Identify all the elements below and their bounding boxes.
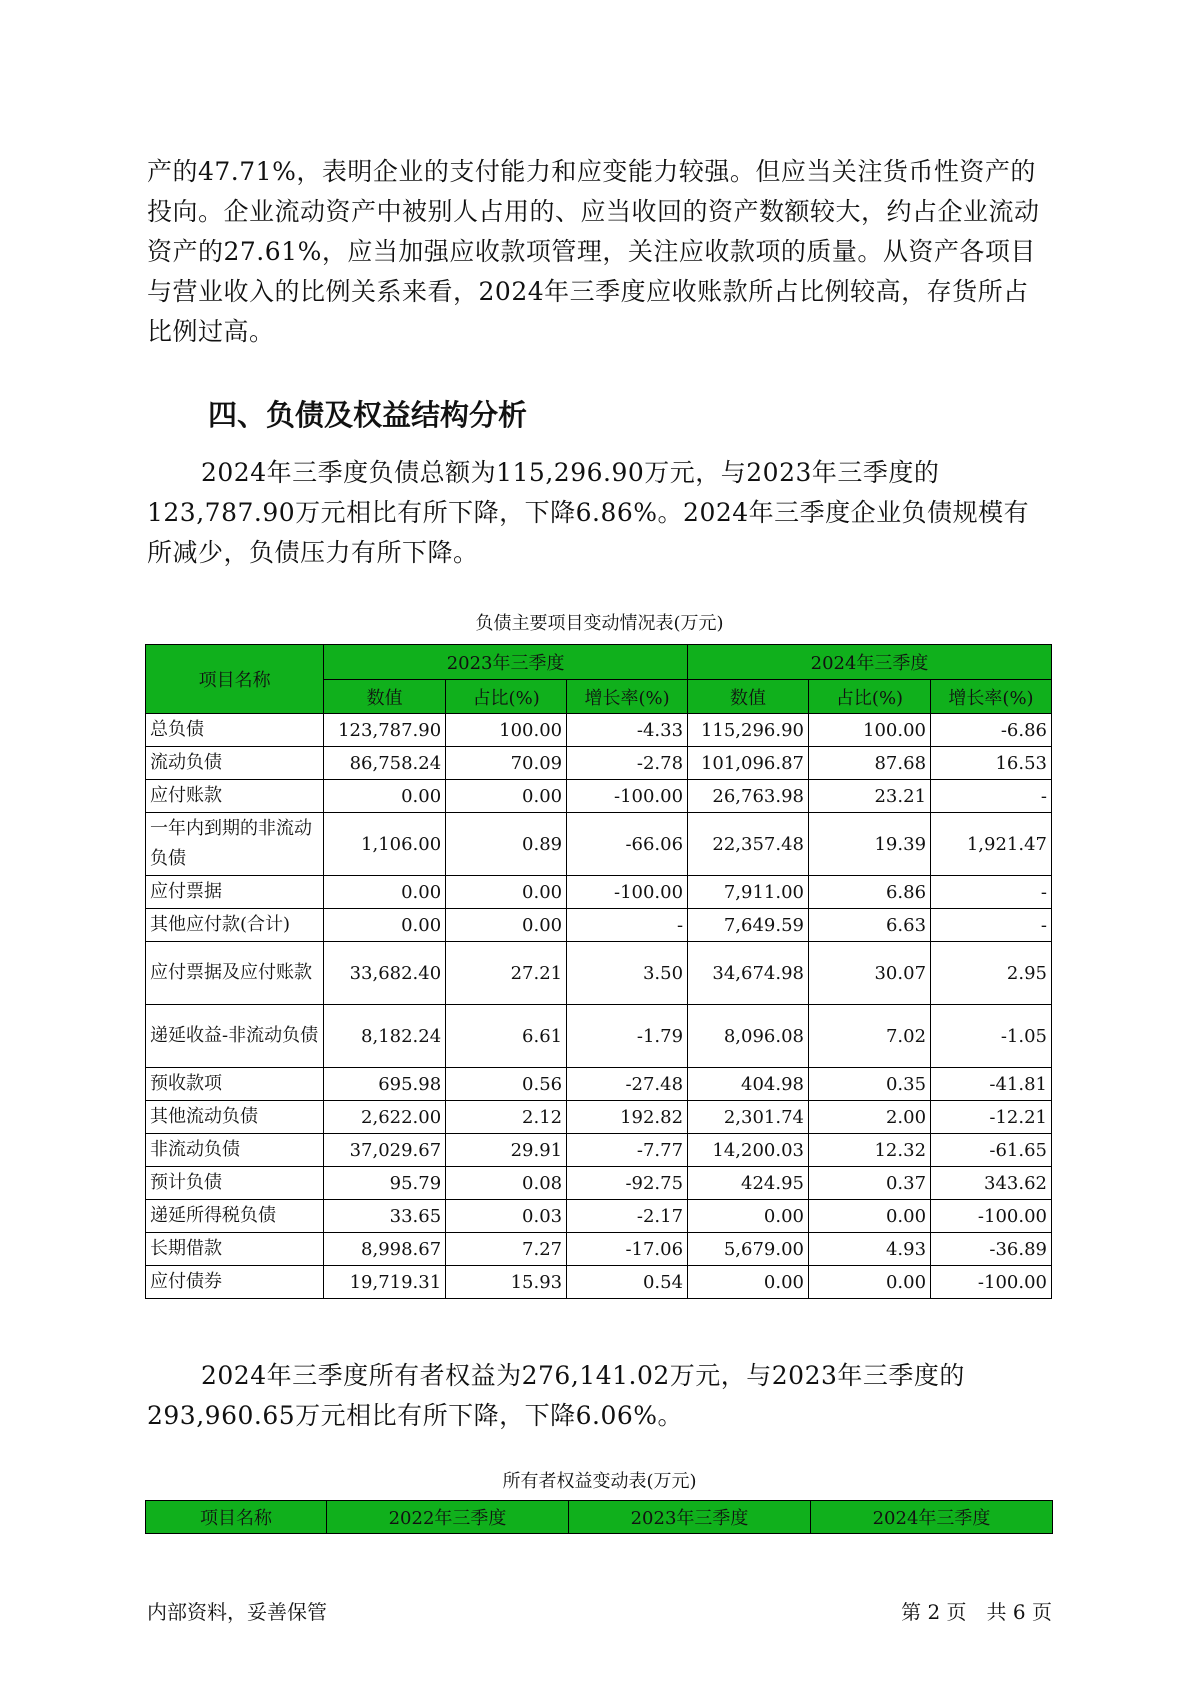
cell-value-2023: 8,182.24 [324,1005,446,1068]
cell-growth-2023: -1.79 [567,1005,688,1068]
cell-growth-2024: - [931,780,1052,813]
cell-growth-2023: - [567,909,688,942]
cell-share-2023: 0.00 [446,909,567,942]
cell-share-2023: 29.91 [446,1134,567,1167]
cell-share-2023: 0.00 [446,876,567,909]
table-row [146,1101,1052,1134]
cell-growth-2023: -27.48 [567,1068,688,1101]
equity-table [145,1500,1053,1534]
cell-share-2024: 12.32 [809,1134,931,1167]
footer-confidential-note: 内部资料，妥善保管 [147,1600,327,1624]
cell-value-2024: 424.95 [688,1167,809,1200]
row-item-name: 其他流动负债 [146,1101,324,1134]
cell-value-2023: 695.98 [324,1068,446,1101]
cell-value-2024: 8,096.08 [688,1005,809,1068]
cell-share-2023: 100.00 [446,714,567,747]
cell-share-2023: 0.00 [446,780,567,813]
cell-share-2024: 100.00 [809,714,931,747]
header-share-2024: 占比(%) [809,680,931,714]
header-growth-2023: 增长率(%) [567,680,688,714]
cell-growth-2024: 1,921.47 [931,813,1052,876]
table-row [146,909,1052,942]
cell-value-2023: 19,719.31 [324,1266,446,1299]
cell-growth-2024: -12.21 [931,1101,1052,1134]
cell-growth-2024: 343.62 [931,1167,1052,1200]
cell-value-2024: 404.98 [688,1068,809,1101]
liabilities-table [145,644,1052,1299]
cell-growth-2024: - [931,909,1052,942]
table-row [146,1233,1052,1266]
cell-share-2024: 0.35 [809,1068,931,1101]
cell-share-2024: 19.39 [809,813,931,876]
cell-value-2023: 33.65 [324,1200,446,1233]
cell-value-2024: 34,674.98 [688,942,809,1005]
header-period-2023: 2023年三季度 [324,645,688,680]
cell-value-2024: 5,679.00 [688,1233,809,1266]
cell-value-2024: 0.00 [688,1266,809,1299]
cell-share-2024: 23.21 [809,780,931,813]
cell-growth-2023: 3.50 [567,942,688,1005]
cell-value-2023: 0.00 [324,876,446,909]
cell-growth-2024: -1.05 [931,1005,1052,1068]
table-row [146,813,1052,876]
table-row [146,1068,1052,1101]
row-item-name: 预收款项 [146,1068,324,1101]
cell-share-2024: 87.68 [809,747,931,780]
cell-growth-2023: -100.00 [567,780,688,813]
cell-share-2024: 30.07 [809,942,931,1005]
cell-share-2024: 0.37 [809,1167,931,1200]
cell-value-2024: 115,296.90 [688,714,809,747]
row-item-name: 递延所得税负债 [146,1200,324,1233]
cell-growth-2023: -66.06 [567,813,688,876]
header-item-name: 项目名称 [146,1501,327,1534]
row-item-name: 其他应付款(合计) [146,909,324,942]
cell-growth-2023: -2.17 [567,1200,688,1233]
row-item-name: 应付债券 [146,1266,324,1299]
cell-growth-2024: -100.00 [931,1200,1052,1233]
header-value-2024: 数值 [688,680,809,714]
row-item-name: 长期借款 [146,1233,324,1266]
cell-growth-2023: -100.00 [567,876,688,909]
table-row [146,1167,1052,1200]
header-period-2024: 2024年三季度 [688,645,1052,680]
cell-value-2023: 86,758.24 [324,747,446,780]
cell-share-2024: 4.93 [809,1233,931,1266]
cell-share-2023: 7.27 [446,1233,567,1266]
table-row [146,780,1052,813]
header-value-2023: 数值 [324,680,446,714]
cell-share-2024: 2.00 [809,1101,931,1134]
cell-value-2023: 33,682.40 [324,942,446,1005]
row-item-name: 流动负债 [146,747,324,780]
row-item-name: 应付票据及应付账款 [146,942,324,1005]
cell-share-2023: 70.09 [446,747,567,780]
header-period-2024: 2024年三季度 [811,1501,1053,1534]
paragraph-liability-summary: 2024年三季度负债总额为115,296.90万元，与2023年三季度的123,787.90万元相比有所下降，下降6.86%。2024年三季度企业负债规模有所减少，负债压力有所下降。 [147,458,1030,567]
table-row [146,876,1052,909]
cell-share-2023: 0.89 [446,813,567,876]
header-period-2022: 2022年三季度 [327,1501,569,1534]
cell-growth-2023: -2.78 [567,747,688,780]
cell-value-2024: 2,301.74 [688,1101,809,1134]
cell-growth-2023: 0.54 [567,1266,688,1299]
row-item-name: 非流动负债 [146,1134,324,1167]
cell-growth-2024: -6.86 [931,714,1052,747]
paragraph-asset-analysis: 产的47.71%，表明企业的支付能力和应变能力较强。但应当关注货币性资产的投向。企业流动资产中被别人占用的、应当收回的资产数额较大，约占企业流动资产的27.61%，应当加强应收款项管理，关注应收款项的质量。从资产各项目与营业收入的比例关系来看，2024年三季度应收账款所占比例较高，存货所占比例过高。 [147,157,1040,346]
cell-growth-2024: -61.65 [931,1134,1052,1167]
cell-growth-2024: 16.53 [931,747,1052,780]
cell-value-2023: 0.00 [324,909,446,942]
cell-share-2024: 0.00 [809,1266,931,1299]
table-row [146,1266,1052,1299]
table-row [146,714,1052,747]
row-item-name: 总负债 [146,714,324,747]
table-row [146,1134,1052,1167]
cell-share-2023: 2.12 [446,1101,567,1134]
cell-value-2023: 8,998.67 [324,1233,446,1266]
row-item-name: 递延收益-非流动负债 [146,1005,324,1068]
cell-value-2023: 123,787.90 [324,714,446,747]
cell-value-2024: 14,200.03 [688,1134,809,1167]
cell-share-2023: 0.56 [446,1068,567,1101]
cell-value-2024: 26,763.98 [688,780,809,813]
cell-growth-2024: -36.89 [931,1233,1052,1266]
table-caption-liabilities: 负债主要项目变动情况表(万元) [475,613,724,634]
header-growth-2024: 增长率(%) [931,680,1052,714]
row-item-name: 应付票据 [146,876,324,909]
cell-growth-2023: -17.06 [567,1233,688,1266]
header-period-2023: 2023年三季度 [569,1501,811,1534]
section-heading: 四、负债及权益结构分析 [208,398,528,432]
cell-share-2024: 7.02 [809,1005,931,1068]
row-item-name: 应付账款 [146,780,324,813]
table-row [146,1200,1052,1233]
cell-growth-2023: 192.82 [567,1101,688,1134]
header-share-2023: 占比(%) [446,680,567,714]
row-item-name: 预计负债 [146,1167,324,1200]
paragraph-equity-summary: 2024年三季度所有者权益为276,141.02万元，与2023年三季度的293,960.65万元相比有所下降，下降6.06%。 [147,1361,965,1430]
table-row [146,1005,1052,1068]
cell-value-2024: 7,649.59 [688,909,809,942]
cell-share-2023: 6.61 [446,1005,567,1068]
cell-value-2023: 0.00 [324,780,446,813]
cell-value-2023: 95.79 [324,1167,446,1200]
cell-value-2024: 101,096.87 [688,747,809,780]
cell-growth-2024: -100.00 [931,1266,1052,1299]
cell-share-2023: 27.21 [446,942,567,1005]
table-caption-equity: 所有者权益变动表(万元) [502,1471,697,1492]
cell-share-2023: 0.08 [446,1167,567,1200]
table-row [146,747,1052,780]
cell-growth-2023: -92.75 [567,1167,688,1200]
cell-growth-2023: -7.77 [567,1134,688,1167]
cell-share-2024: 0.00 [809,1200,931,1233]
cell-share-2023: 0.03 [446,1200,567,1233]
cell-value-2023: 37,029.67 [324,1134,446,1167]
cell-value-2023: 1,106.00 [324,813,446,876]
cell-share-2024: 6.86 [809,876,931,909]
cell-share-2024: 6.63 [809,909,931,942]
cell-share-2023: 15.93 [446,1266,567,1299]
row-item-name: 一年内到期的非流动负债 [146,813,324,876]
footer-page-number: 第 2 页 共 6 页 [901,1600,1052,1624]
cell-value-2024: 0.00 [688,1200,809,1233]
cell-growth-2024: - [931,876,1052,909]
cell-value-2023: 2,622.00 [324,1101,446,1134]
cell-value-2024: 22,357.48 [688,813,809,876]
cell-growth-2024: 2.95 [931,942,1052,1005]
cell-growth-2024: -41.81 [931,1068,1052,1101]
header-item-name: 项目名称 [146,645,324,714]
cell-growth-2023: -4.33 [567,714,688,747]
table-row [146,942,1052,1005]
cell-value-2024: 7,911.00 [688,876,809,909]
